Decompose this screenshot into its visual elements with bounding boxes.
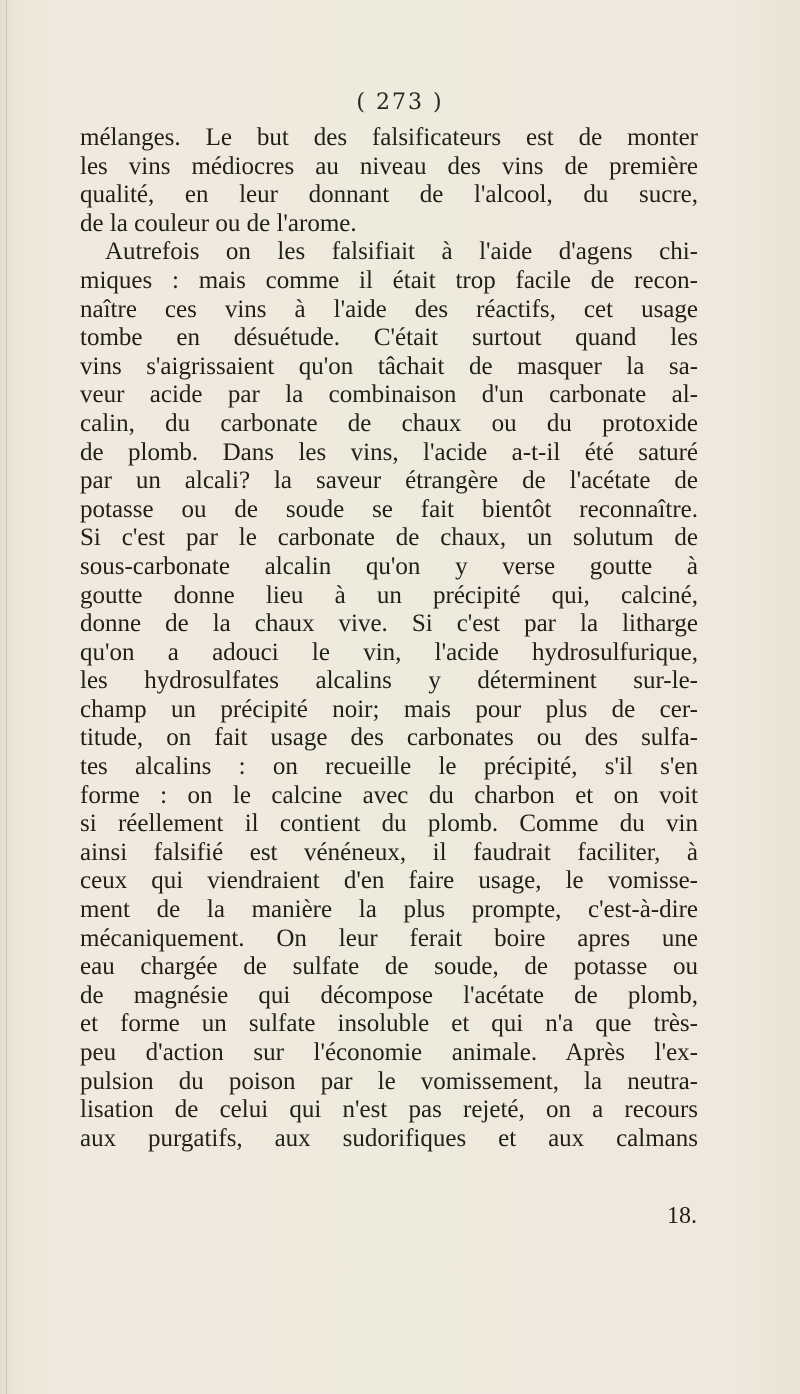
text-line: peu d'action sur l'économie animale. Après l'ex- xyxy=(80,1039,698,1066)
text-line: et forme un sulfate insoluble et qui n'a que très- xyxy=(80,1010,698,1038)
text-line: qualité, en leur donnant de l'alcool, du sucre, xyxy=(80,181,698,209)
text-line: calin, du carbonate de chaux ou du protoxide xyxy=(80,409,698,437)
text-line: champ un précipité noir; mais pour plus de cer- xyxy=(80,695,698,723)
text-line: potasse ou de soude se fait bientôt reconnaître. xyxy=(80,495,698,523)
text-line: naître ces vins à l'aide des réactifs, cet usage xyxy=(80,295,698,323)
text-line: mélanges. Le but des falsificateurs est de monter xyxy=(80,124,698,151)
text-line: pulsion du poison par le vomissement, la neutra- xyxy=(80,1067,698,1095)
text-line: tombe en désuétude. C'était surtout quand les xyxy=(80,324,698,352)
text-line: miques : mais comme il était trop facile de recon- xyxy=(80,266,698,294)
text-line: veur acide par la combinaison d'un carbonate al- xyxy=(80,381,698,409)
text-line: ainsi falsifié est vénéneux, il faudrait faciliter, à xyxy=(80,838,698,866)
text-line: ceux qui viendraient d'en faire usage, le vomisse- xyxy=(80,867,698,895)
text-line: de la couleur ou de l'arome. xyxy=(80,209,357,237)
text-line: Si c'est par le carbonate de chaux, un solutum de xyxy=(80,524,698,552)
text-line: forme : on le calcine avec du charbon et on voit xyxy=(80,781,698,809)
page-number-header: ( 273 ) xyxy=(356,90,444,115)
text-line: par un alcali? la saveur étrangère de l'acétate de xyxy=(80,467,698,495)
body-text xyxy=(80,124,698,1153)
text-line: les hydrosulfates alcalins y déterminent sur-le- xyxy=(80,667,698,695)
page-gutter xyxy=(6,0,7,1394)
text-line: donne de la chaux vive. Si c'est par la litharge xyxy=(80,610,698,638)
text-line: de magnésie qui décompose l'acétate de plomb, xyxy=(80,981,698,1009)
text-line: goutte donne lieu à un précipité qui, calciné, xyxy=(80,581,698,609)
text-line: de plomb. Dans les vins, l'acide a-t-il été saturé xyxy=(80,438,698,466)
text-line: mécaniquement. On leur ferait boire apres une xyxy=(80,924,698,952)
text-line: Autrefois on les falsifiait à l'aide d'agens chi- xyxy=(105,238,698,266)
text-line: titude, on fait usage des carbonates ou des sulfa- xyxy=(80,724,698,752)
text-line: eau chargée de sulfate de soude, de potasse ou xyxy=(80,953,698,981)
signature-mark: 18. xyxy=(667,1203,697,1229)
text-line: tes alcalins : on recueille le précipité, s'il s'en xyxy=(80,753,698,781)
text-line: vins s'aigrissaient qu'on tâchait de masquer la sa- xyxy=(80,352,698,380)
text-line: ment de la manière la plus prompte, c'est-à-dire xyxy=(80,896,698,924)
text-line: si réellement il contient du plomb. Comme du vin xyxy=(80,810,698,838)
text-line: sous-carbonate alcalin qu'on y verse goutte à xyxy=(80,552,698,580)
text-line: lisation de celui qui n'est pas rejeté, on a recours xyxy=(80,1096,698,1124)
text-line: aux purgatifs, aux sudorifiques et aux calmans xyxy=(80,1124,698,1152)
text-line: les vins médiocres au niveau des vins de première xyxy=(80,152,698,180)
text-line: qu'on a adouci le vin, l'acide hydrosulfurique, xyxy=(80,638,698,666)
